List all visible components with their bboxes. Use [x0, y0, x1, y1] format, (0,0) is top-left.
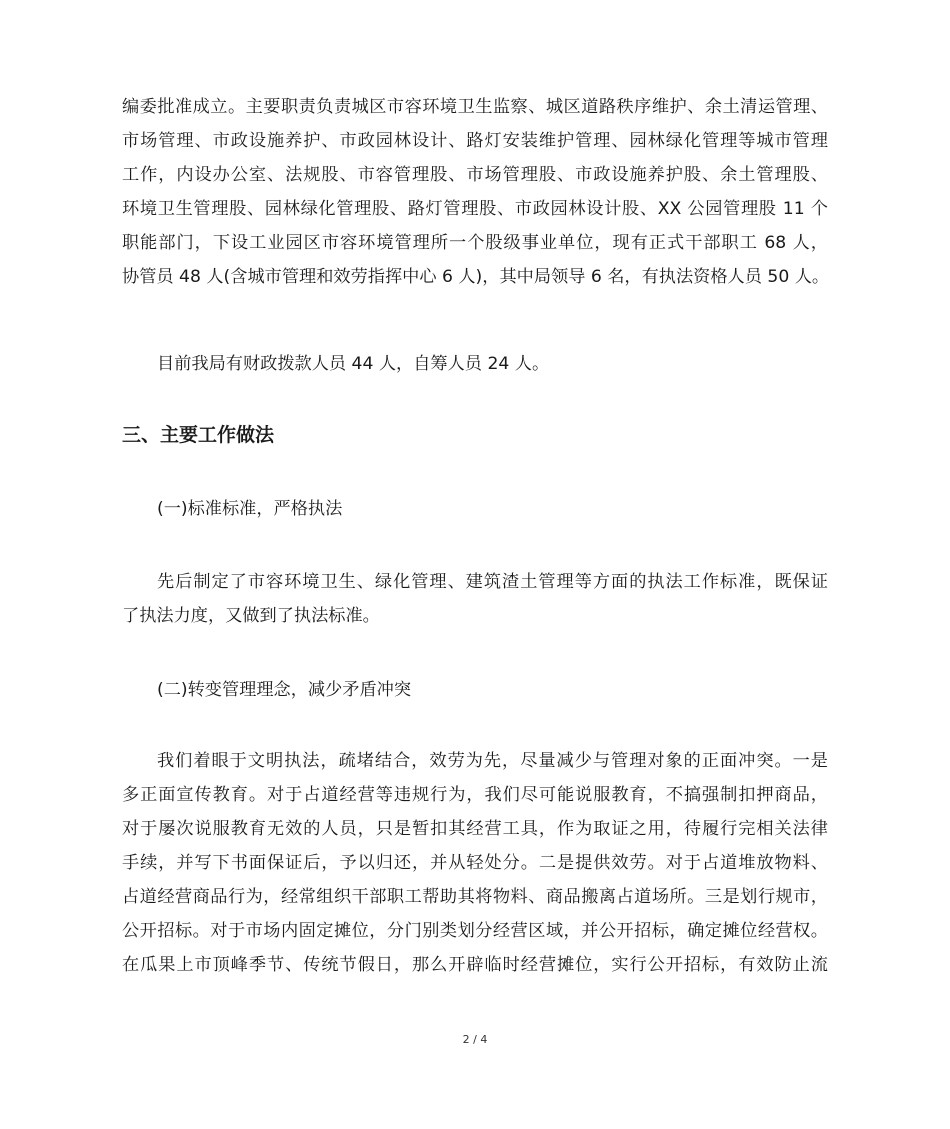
subheading-1: (一)标准标准，严格执法 [157, 499, 343, 519]
section-heading: 三、主要工作做法 [122, 424, 275, 446]
text-line: 对于屡次说服教育无效的人员，只是暂扣其经营工具，作为取证之用，待履行完相关法律 [122, 819, 828, 839]
text-line: 公开招标。对于市场内固定摊位，分门别类划分经营区域，并公开招标，确定摊位经营权。 [122, 921, 828, 941]
text-line: 先后制定了市容环境卫生、绿化管理、建筑渣土管理等方面的执法工作标准，既保证 [157, 572, 828, 592]
text-line: 环境卫生管理股、园林绿化管理股、路灯管理股、市政园林设计股、XX 公园管理股 11 个 [122, 199, 828, 219]
subheading-2: (二)转变管理理念，减少矛盾冲突 [157, 680, 412, 700]
paragraph-standards [122, 565, 828, 633]
text-line: 市场管理、市政设施养护、市政园林设计、路灯安装维护管理、园林绿化管理等城市管理 [122, 131, 828, 151]
page-number: 2 / 4 [462, 1033, 488, 1046]
text-line: 编委批准成立。主要职责负责城区市容环境卫生监察、城区道路秩序维护、余土清运管理、 [122, 97, 828, 117]
text-line: 多正面宣传教育。对于占道经营等违规行为，我们尽可能说服教育，不搞强制扣押商品， [122, 785, 828, 805]
text-line: 我们着眼于文明执法，疏堵结合，效劳为先，尽量减少与管理对象的正面冲突。一是 [157, 751, 828, 771]
paragraph-management [122, 744, 828, 982]
text-line: 了执法力度，又做到了执法标准。 [122, 606, 380, 626]
paragraph-organization [122, 90, 828, 294]
text-line: 职能部门，下设工业园区市容环境管理所一个股级事业单位，现有正式干部职工 68 人， [122, 233, 828, 253]
text-line: 占道经营商品行为，经常组织干部职工帮助其将物料、商品搬离占道场所。三是划行规市， [122, 887, 828, 907]
paragraph-staffing: 目前我局有财政拨款人员 44 人，自筹人员 24 人。 [157, 354, 550, 374]
text-line: 在瓜果上市顶峰季节、传统节假日，那么开辟临时经营摊位，实行公开招标，有效防止流 [122, 955, 828, 975]
text-line: 工作，内设办公室、法规股、市容管理股、市场管理股、市政设施养护股、余土管理股、 [122, 165, 828, 185]
text-line: 手续，并写下书面保证后，予以归还，并从轻处分。二是提供效劳。对于占道堆放物料、 [122, 853, 828, 873]
text-line: 协管员 48 人(含城市管理和效劳指挥中心 6 人)，其中局领导 6 名，有执法资格人员 50 人。 [122, 267, 830, 287]
